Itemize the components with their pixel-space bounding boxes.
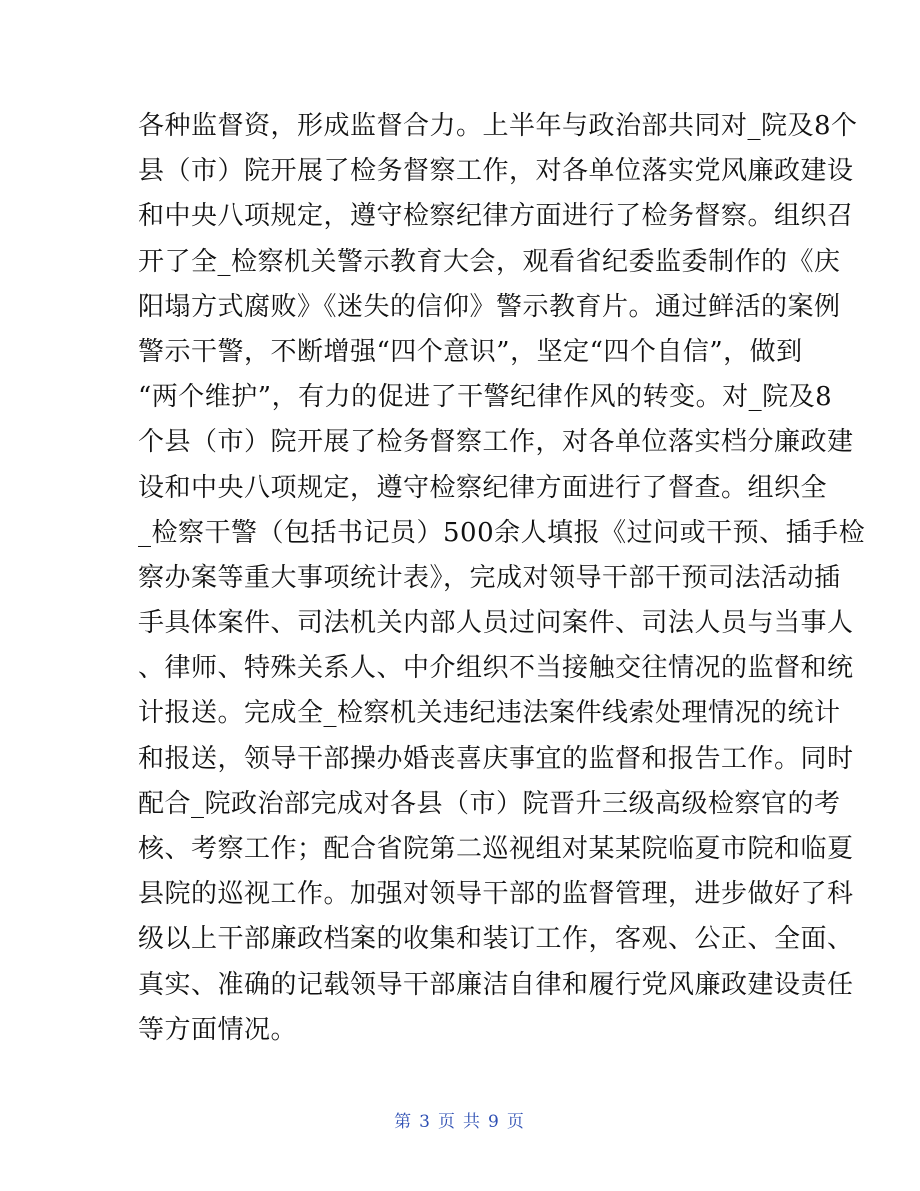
text-line: 开了全_检察机关警示教育大会，观看省纪委监委制作的《庆	[138, 246, 841, 277]
text-line: 各种监督资，形成监督合力。上半年与政治部共同对_院及8个	[138, 111, 858, 141]
footer-total-prefix: 共	[463, 1112, 482, 1132]
text-line: 县院的巡视工作。加强对领导干部的监督管理，进步做好了科	[138, 879, 854, 910]
text-line: “两个维护”，有力的促进了干警纪律作风的转变。对_院及8	[138, 382, 833, 413]
text-line: 核、考察工作；配合省院第二巡视组对某某院临夏市院和临夏	[138, 834, 854, 864]
text-line: 手具体案件、司法机关内部人员过问案件、司法人员与当事人	[138, 608, 854, 639]
text-line: 级以上干部廉政档案的收集和装订工作，客观、公正、全面、	[138, 924, 854, 955]
text-line: 配合_院政治部完成对各县（市）院晋升三级高级检察官的考	[138, 788, 841, 819]
text-line: 、律师、特殊关系人、中介组织不当接触交往情况的监督和统	[138, 653, 854, 684]
text-line: 县（市）院开展了检务督察工作，对各单位落实党风廉政建设	[138, 156, 854, 187]
page-footer	[0, 1110, 920, 1134]
text-line: 真实、准确的记载领导干部廉洁自律和履行党风廉政建设责任	[138, 969, 854, 1000]
text-line: 个县（市）院开展了检务督察工作，对各单位落实档分廉政建	[138, 427, 854, 458]
text-line: _检察干警（包括书记员）500余人填报《过问或干预、插手检	[138, 517, 866, 548]
footer-suffix: 页	[506, 1112, 526, 1132]
text-line: 警示干警，不断增强“四个意识”，坚定“四个自信”，做到	[138, 336, 803, 367]
text-line-last: 等方面情况。	[138, 1014, 298, 1045]
footer-current-page: 3	[419, 1112, 432, 1132]
text-line: 察办案等重大事项统计表》，完成对领导干部干预司法活动插	[138, 562, 841, 593]
footer-total-pages: 9	[488, 1112, 501, 1132]
body-paragraph	[138, 104, 866, 1053]
text-line: 计报送。完成全_检察机关违纪违法案件线索处理情况的统计	[138, 698, 841, 729]
footer-page-word: 页	[438, 1112, 457, 1132]
text-line: 设和中央八项规定，遵守检察纪律方面进行了督查。组织全	[138, 472, 828, 503]
text-line: 阳塌方式腐败》《迷失的信仰》警示教育片。通过鲜活的案例	[138, 291, 841, 322]
footer-prefix: 第	[394, 1112, 414, 1132]
text-line: 和报送，领导干部操办婚丧喜庆事宜的监督和报告工作。同时	[138, 743, 854, 774]
text-line: 和中央八项规定，遵守检察纪律方面进行了检务督察。组织召	[138, 201, 854, 232]
